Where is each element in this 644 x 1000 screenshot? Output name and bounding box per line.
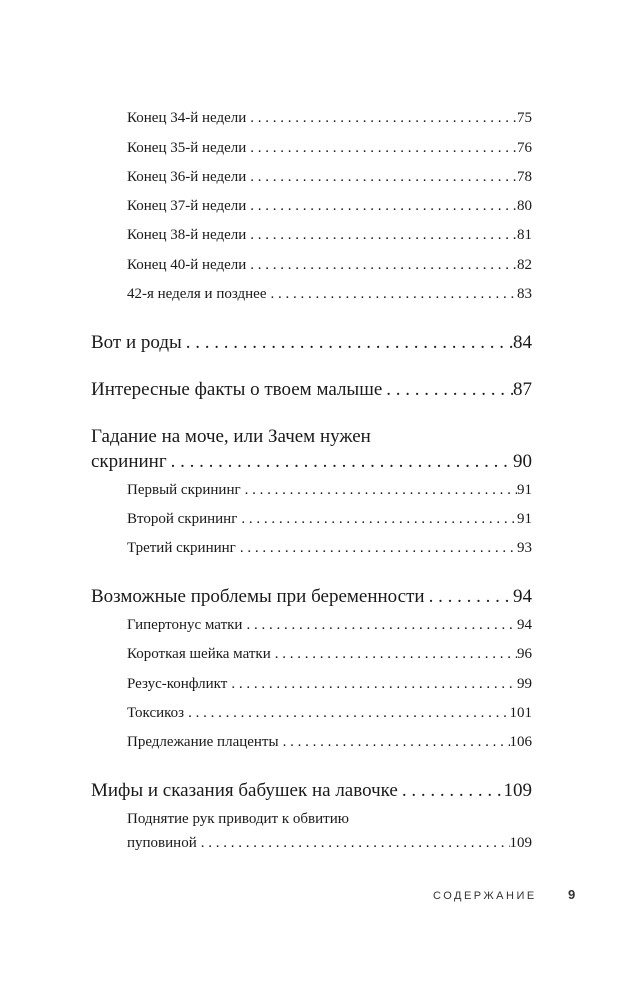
- dot-leader: [246, 110, 517, 127]
- toc-chapter-page: 90: [513, 451, 532, 472]
- toc-entry-page: 76: [517, 140, 532, 156]
- toc-entry: [127, 617, 532, 634]
- running-footer-section: СОДЕРЖАНИЕ: [433, 890, 537, 902]
- toc-entry-title: Конец 35-й недели: [127, 140, 247, 156]
- dot-leader: [241, 482, 517, 499]
- dot-leader: [182, 332, 513, 354]
- toc-entry: [127, 198, 532, 215]
- toc-entry: [127, 540, 532, 557]
- dot-leader: [246, 257, 517, 274]
- toc-entry-page: 78: [517, 169, 532, 185]
- toc-chapter: [91, 451, 532, 473]
- toc-chapter-title: Возможные проблемы при беременности: [91, 586, 425, 607]
- toc-entry-page: 99: [517, 676, 532, 692]
- toc-entry-title: Токсикоз: [127, 705, 185, 721]
- dot-leader: [242, 617, 517, 634]
- toc-entry-page: 101: [509, 705, 532, 721]
- toc-entry: [127, 511, 532, 528]
- toc-chapter-page: 84: [513, 332, 532, 353]
- dot-leader: [398, 780, 504, 802]
- toc-entry: [127, 169, 532, 186]
- toc-entry-title: Конец 38-й недели: [127, 227, 247, 243]
- toc-entry: [127, 110, 532, 127]
- toc-entry-page: 80: [517, 198, 532, 214]
- dot-leader: [246, 169, 517, 186]
- toc-entry-title: Гипертонус матки: [127, 617, 243, 633]
- toc-entry: [127, 705, 532, 722]
- page-number: 9: [568, 887, 576, 902]
- dot-leader: [382, 379, 513, 401]
- toc-entry-page: 94: [517, 617, 532, 633]
- toc-entry-title: Резус-конфликт: [127, 676, 228, 692]
- toc-entry-page: 82: [517, 257, 532, 273]
- dot-leader: [237, 511, 517, 528]
- toc-chapter-title-line1: Гадание на моче, или Зачем нужен: [91, 426, 371, 447]
- toc-chapter-page: 94: [513, 586, 532, 607]
- toc-chapter-title: Вот и роды: [91, 332, 182, 353]
- dot-leader: [279, 734, 510, 751]
- dot-leader: [197, 835, 510, 852]
- toc-entry-title: Предлежание плаценты: [127, 734, 279, 750]
- toc-entry: [127, 286, 532, 303]
- toc-chapter: [91, 332, 532, 354]
- toc-entry-page: 91: [517, 511, 532, 527]
- toc-entry-title: Конец 37-й недели: [127, 198, 247, 214]
- toc-entry-title: Конец 36-й недели: [127, 169, 247, 185]
- toc-chapter-title: Интересные факты о твоем малыше: [91, 379, 383, 400]
- toc-entry-title: Второй скрининг: [127, 511, 238, 527]
- toc-chapter-page: 109: [503, 780, 532, 801]
- toc-entry: [127, 257, 532, 274]
- dot-leader: [246, 140, 517, 157]
- toc-entry-page: 83: [517, 286, 532, 302]
- toc-entry-title: Короткая шейка матки: [127, 646, 271, 662]
- dot-leader: [246, 227, 517, 244]
- toc-entry-title: пуповиной: [127, 835, 197, 851]
- toc-chapter-page: 87: [513, 379, 532, 400]
- toc-entry-page: 96: [517, 646, 532, 662]
- toc-entry-title: Первый скрининг: [127, 482, 241, 498]
- dot-leader: [184, 705, 509, 722]
- dot-leader: [236, 540, 517, 557]
- toc-entry-page: 75: [517, 110, 532, 126]
- toc-chapter: [91, 780, 532, 802]
- toc-chapter-title: Мифы и сказания бабушек на лавочке: [91, 780, 398, 801]
- toc-entry: [127, 140, 532, 157]
- toc-entry-page: 81: [517, 227, 532, 243]
- toc-chapter: [91, 586, 532, 608]
- dot-leader: [267, 286, 518, 303]
- toc-entry: [127, 482, 532, 499]
- dot-leader: [271, 646, 517, 663]
- dot-leader: [425, 586, 513, 608]
- toc-entry-title: Третий скрининг: [127, 540, 236, 556]
- toc-entry: [127, 734, 532, 751]
- toc-entry: [127, 227, 532, 244]
- toc-entry-title: Конец 40-й недели: [127, 257, 247, 273]
- dot-leader: [246, 198, 517, 215]
- dot-leader: [167, 451, 513, 473]
- toc-entry-title: Конец 34-й недели: [127, 110, 247, 126]
- toc-entry-page: 109: [509, 835, 532, 851]
- toc-entry-page: 91: [517, 482, 532, 498]
- toc-entry-page: 106: [509, 734, 532, 750]
- toc-entry: [127, 676, 532, 693]
- toc-entry: [127, 646, 532, 663]
- toc-chapter-title: скрининг: [91, 451, 167, 472]
- toc-entry-page: 93: [517, 540, 532, 556]
- toc-entry-title-line1: Поднятие рук приводит к обвитию: [127, 811, 349, 827]
- dot-leader: [227, 676, 517, 693]
- toc-entry-title: 42-я неделя и позднее: [127, 286, 267, 302]
- toc-chapter: [91, 379, 532, 401]
- toc-entry: [127, 835, 532, 852]
